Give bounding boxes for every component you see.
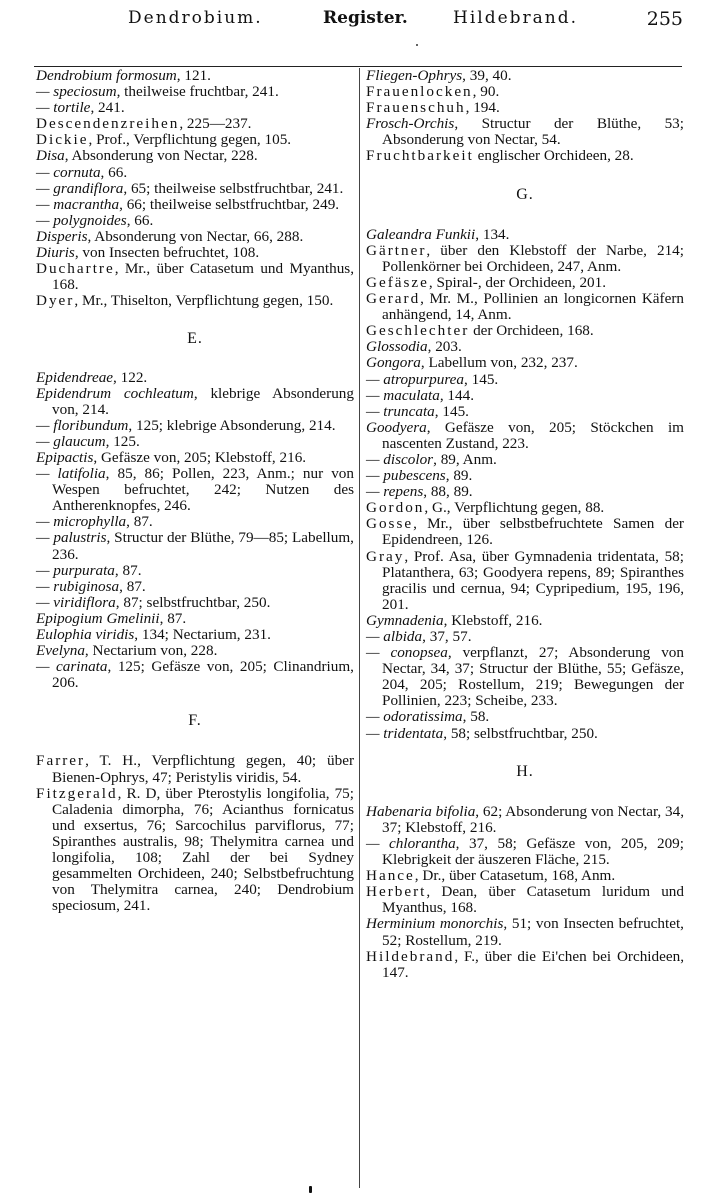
entry-text: , R. D, über Pterostylis longifolia, 75; Caladenia dimorpha, 76; Acianthus fornicatus und exsertus, 76; Sarcochilus parviflorus, 77; Spiranthes australis, 98; Thelymitra carnea und longifolia, 108; Zahl der bei Sydney gesammelten Orchideen, 240; Selbstbefruchtung von Thelymitra carnea, 240; Dendrobium speciosum, 241.: [52, 784, 354, 915]
entry-text: , 87.: [126, 513, 153, 531]
entry-heading: — repens: [366, 483, 424, 501]
entry-heading: Gerard: [366, 290, 421, 308]
index-entry: [366, 836, 684, 868]
index-entry: [366, 452, 684, 468]
index-entry: [36, 418, 354, 434]
entry-text: , 203.: [427, 338, 462, 356]
entry-heading: Goodyera: [366, 418, 427, 436]
index-entry: [36, 261, 354, 293]
entry-text: , 87.: [114, 561, 142, 579]
entry-heading: — palustris: [36, 529, 107, 547]
index-entry: [36, 165, 354, 181]
index-entry: [36, 595, 354, 611]
entry-heading: Gosse: [366, 515, 414, 533]
entry-heading: Gray: [366, 547, 405, 565]
entry-text: , T. H., Verpflichtung gegen, 40; über Bienen-Ophrys, 47; Peristylis viridis, 54.: [52, 752, 354, 786]
index-entry: [366, 100, 684, 116]
index-entry: [366, 68, 684, 84]
index-entry: [366, 949, 684, 981]
entry-text: , Mr., über selbstbefruchtete Samen der Epidendreen, 126.: [382, 515, 684, 549]
entry-heading: — chlorantha: [366, 834, 456, 852]
index-entry: [36, 68, 354, 84]
index-entry: [36, 579, 354, 595]
entry-text: , 58; selbstfruchtbar, 250.: [443, 724, 598, 742]
entry-text: , Prof., Verpflichtung gegen, 105.: [88, 131, 292, 149]
entry-heading: — grandiflora: [36, 179, 124, 197]
entry-heading: Hildebrand: [366, 947, 455, 965]
entry-heading: Dendrobium formosum: [36, 67, 177, 84]
index-entry: [36, 229, 354, 245]
entry-heading: Dickie: [36, 131, 89, 149]
entry-text: , 62; Absonderung von Nectar, 34, 37; Klebstoff, 216.: [382, 802, 685, 836]
entry-text: , klebrige Absonderung von, 214.: [52, 384, 354, 418]
index-entry: [366, 148, 684, 164]
entry-text: , Mr. M., Pollinien an longicornen Käfern anhängend, 14, Anm.: [382, 290, 684, 324]
entry-text: , 65; theilweise selbstfruchtbar, 241.: [123, 179, 344, 197]
section-heading-h: H.: [516, 762, 534, 780]
index-entry: [36, 786, 354, 915]
entry-text: , Absonderung von Nectar, 228.: [64, 147, 258, 165]
entry-text: englischer Orchideen, 28.: [473, 147, 634, 165]
page-number: 255: [646, 8, 683, 30]
entry-text: , 145.: [464, 370, 499, 388]
entry-heading: — carinata: [36, 658, 108, 676]
entry-heading: — odoratissima: [366, 708, 463, 726]
index-entry: [36, 563, 354, 579]
index-entry: [366, 84, 684, 100]
entry-text: , Gefäsze von, 205; Stöckchen im nascenten Zustand, 223.: [382, 418, 684, 452]
index-entry: [36, 643, 354, 659]
entry-heading: — cornuta: [36, 163, 101, 181]
entry-heading: — discolor: [366, 450, 434, 468]
index-entry: [36, 116, 354, 132]
entry-text: , Labellum von, 232, 237.: [420, 354, 578, 372]
entry-text: , Structur der Blüthe, 53; Absonderung von Nectar, 54.: [382, 115, 684, 149]
index-entry: [366, 227, 684, 243]
index-entry: [366, 468, 684, 484]
entry-text: , 51; von Insecten befruchtet, 52; Rostellum, 219.: [382, 915, 684, 949]
entry-text: , 134.: [475, 225, 510, 243]
entry-heading: Herbert: [366, 883, 427, 901]
index-entry: [366, 709, 684, 725]
index-entry: [366, 116, 684, 148]
entries-g: [366, 227, 684, 742]
entry-heading: Gymnadenia: [366, 611, 444, 629]
entry-heading: Fitzgerald: [36, 784, 118, 802]
entry-text: , 194.: [465, 99, 500, 117]
index-entry: [366, 372, 684, 388]
entry-heading: — truncata: [366, 402, 435, 420]
entry-heading: Dyer: [36, 292, 75, 310]
entry-text: , 66.: [100, 163, 128, 181]
entry-text: , 87.: [119, 577, 146, 595]
index-entry: [366, 613, 684, 629]
entry-text: , 122.: [113, 368, 148, 386]
header-center: Register.: [323, 8, 408, 28]
entry-heading: Epidendrum cochleatum: [36, 384, 194, 402]
entry-text: , 134; Nectarium, 231.: [134, 626, 271, 643]
entries-e: [36, 370, 354, 692]
entry-heading: Fliegen-Ophrys: [366, 67, 463, 84]
entry-heading: — tortile: [36, 99, 91, 117]
entry-text: , Structur der Blüthe, 79—85; Labellum, 236.: [52, 529, 354, 563]
index-entry: [36, 370, 354, 386]
entry-heading: — purpurata: [36, 561, 115, 579]
entry-text: , 125; klebrige Absonderung, 214.: [128, 416, 336, 434]
entry-heading: Hance: [366, 867, 415, 885]
index-entry: [36, 450, 354, 466]
entry-text: , verpflanzt, 27; Absonderung von Nectar, 34, 37; Structur der Blüthe, 55; Gefäsze, 204, 205; Rostellum, 219; Bewegungen der Pollinien, 223; Scheibe, 233.: [382, 644, 684, 710]
entry-heading: Epidendreae: [36, 368, 114, 386]
entry-text: , Mr., über Catasetum und Myanthus, 168.: [52, 260, 354, 294]
index-entry: [366, 404, 684, 420]
index-entry: [366, 388, 684, 404]
entry-heading: Frauenlocken: [366, 83, 473, 101]
entry-text: , Klebstoff, 216.: [443, 611, 543, 629]
entry-text: , 144.: [439, 386, 474, 404]
printing-mark: [309, 1186, 312, 1193]
entry-heading: Descendenzreihen: [36, 115, 180, 133]
index-entry: [36, 84, 354, 100]
entry-text: , 90.: [472, 83, 500, 101]
entry-text: , 121.: [176, 67, 211, 84]
index-entry: [36, 514, 354, 530]
entry-text: , 39, 40.: [462, 67, 512, 84]
entry-heading: Geschlechter: [366, 322, 470, 340]
entry-text: , Absonderung von Nectar, 66, 288.: [87, 227, 304, 245]
index-entry: [366, 275, 684, 291]
entry-heading: — polygnoides: [36, 211, 127, 229]
entry-heading: — glaucum: [36, 432, 106, 450]
entry-heading: Herminium monorchis: [366, 915, 504, 933]
entry-text: , 89, Anm.: [433, 450, 497, 468]
index-entry: [366, 884, 684, 916]
index-entry: [366, 500, 684, 516]
entry-text: , theilweise fruchtbar, 241.: [116, 83, 279, 101]
entry-text: , 145.: [434, 402, 469, 420]
left-column: [36, 68, 354, 914]
column-divider: [359, 68, 360, 1188]
index-entry: [366, 355, 684, 371]
index-entry: [366, 726, 684, 742]
index-entry: [366, 484, 684, 500]
index-entry: [366, 323, 684, 339]
index-entry: [36, 181, 354, 197]
entry-heading: — speciosum: [36, 83, 117, 101]
entry-heading: — conopsea: [366, 644, 448, 662]
entries-f-cont: [366, 68, 684, 165]
index-entry: [366, 243, 684, 275]
entry-text: , 225—237.: [179, 115, 252, 133]
index-entry: [366, 339, 684, 355]
entry-heading: Disperis: [36, 227, 88, 245]
index-entry: [36, 386, 354, 418]
entry-text: , G., Verpflichtung gegen, 88.: [424, 499, 605, 517]
index-entry: [366, 291, 684, 323]
index-entry: [36, 611, 354, 627]
entry-heading: Glossodia: [366, 338, 428, 356]
entry-heading: — floribundum: [36, 416, 129, 434]
entry-heading: — pubescens: [366, 467, 446, 485]
entry-heading: Epipactis: [36, 448, 94, 466]
printing-dot: [416, 44, 418, 46]
entry-text: , Nectarium von, 228.: [84, 642, 218, 660]
index-entry: [36, 132, 354, 148]
entry-heading: Galeandra Funkii: [366, 225, 476, 243]
entry-heading: — microphylla: [36, 513, 127, 531]
entry-text: , Mr., Thiselton, Verpflichtung gegen, 150.: [74, 292, 334, 310]
entry-text: , Dean, über Catasetum luridum und Myanthus, 168.: [382, 883, 684, 917]
entry-heading: — viridiflora: [36, 593, 116, 611]
entry-heading: Gärtner: [366, 241, 427, 259]
entry-text: , 66; theilweise selbstfruchtbar, 249.: [119, 195, 340, 213]
entry-heading: — maculata: [366, 386, 440, 404]
entry-text: , Gefäsze von, 205; Klebstoff, 216.: [93, 448, 307, 466]
entry-heading: — albida: [366, 628, 423, 645]
entry-text: , 37, 58; Gefäsze von, 205, 209; Klebrigkeit der äuszeren Fläche, 215.: [382, 834, 684, 869]
entry-text: , 125.: [105, 432, 140, 450]
entry-text: , 66.: [126, 211, 154, 229]
entry-text: , 125; Gefäsze von, 205; Clinandrium, 206.: [52, 658, 354, 692]
index-entry: [366, 916, 684, 948]
entry-heading: Fruchtbarkeit: [366, 147, 474, 165]
entry-text: , Spiral-, der Orchideen, 201.: [428, 273, 607, 291]
entry-heading: — latifolia: [36, 465, 106, 483]
entry-text: , von Insecten befruchtet, 108.: [74, 244, 260, 262]
entries-h: [366, 804, 684, 981]
entry-text: , 87.: [159, 609, 187, 627]
index-entry: [36, 466, 354, 514]
index-entry: [36, 197, 354, 213]
entry-heading: Diuris: [36, 244, 75, 262]
entry-heading: Frauenschuh: [366, 99, 466, 117]
index-entry: [36, 659, 354, 691]
entry-text: , 89.: [445, 467, 473, 485]
entry-text: , Dr., über Catasetum, 168, Anm.: [414, 867, 616, 885]
index-entry: [36, 100, 354, 116]
entry-heading: Eulophia viridis: [36, 626, 135, 643]
entries-d: [36, 68, 354, 309]
entry-heading: Gordon: [366, 499, 425, 517]
entry-heading: — tridentata: [366, 724, 444, 742]
entry-heading: — macrantha: [36, 195, 120, 213]
index-entry: [366, 516, 684, 548]
entry-text: , über den Klebstoff der Narbe, 214; Pollenkörner bei Orchideen, 247, Anm.: [382, 241, 684, 275]
section-heading-g: G.: [516, 185, 534, 203]
entry-text: der Orchideen, 168.: [469, 322, 594, 340]
header-right: Hildebrand.: [453, 8, 579, 28]
entry-text: , 241.: [90, 99, 125, 117]
entry-text: , Prof. Asa, über Gymnadenia tridentata, 58; Platanthera, 63; Goodyera repens, 89; Spiranthes gracilis und cernua, 94; Cypripedium, 195, 196, 201.: [382, 547, 684, 613]
right-column: [366, 68, 684, 981]
index-entry: [366, 804, 684, 836]
index-entry: [36, 530, 354, 562]
entry-heading: — atropurpurea: [366, 370, 465, 388]
index-entry: [366, 420, 684, 452]
entry-text: , 85, 86; Pollen, 223, Anm.; nur von Wespen befruchtet, 242; Nutzen des Antherenknopfes, 246.: [52, 465, 354, 515]
entry-heading: Gefäsze: [366, 273, 429, 291]
entry-heading: Epipogium Gmelinii: [36, 609, 160, 627]
index-entry: [366, 629, 684, 645]
index-entry: [366, 549, 684, 613]
index-entry: [36, 245, 354, 261]
index-entry: [36, 753, 354, 785]
entry-text: , 87; selbstfruchtbar, 250.: [115, 593, 271, 611]
entry-heading: Duchartre: [36, 260, 115, 278]
entry-text: , 88, 89.: [423, 483, 473, 501]
index-entry: [36, 148, 354, 164]
entry-text: , 37, 57.: [422, 628, 472, 645]
index-entry: [36, 627, 354, 643]
section-heading-f: F.: [188, 712, 202, 730]
index-entry: [366, 868, 684, 884]
index-entry: [36, 213, 354, 229]
entry-heading: Farrer: [36, 752, 86, 770]
running-head: [38, 8, 683, 32]
entry-heading: Evelyna: [36, 642, 85, 660]
index-entry: [36, 434, 354, 450]
entry-text: , F., über die Ei'chen bei Orchideen, 147.: [382, 947, 684, 981]
entry-heading: Habenaria bifolia: [366, 802, 476, 820]
index-entry: [36, 293, 354, 309]
entries-f: [36, 753, 354, 914]
entry-heading: Disa: [36, 147, 65, 165]
header-left: Dendrobium.: [128, 8, 263, 28]
entry-text: , 58.: [462, 708, 490, 726]
entry-heading: Frosch-Orchis: [366, 115, 455, 133]
index-entry: [366, 645, 684, 709]
entry-heading: Gongora: [366, 354, 421, 372]
entry-heading: — rubiginosa: [36, 577, 120, 595]
section-heading-e: E.: [187, 330, 203, 348]
